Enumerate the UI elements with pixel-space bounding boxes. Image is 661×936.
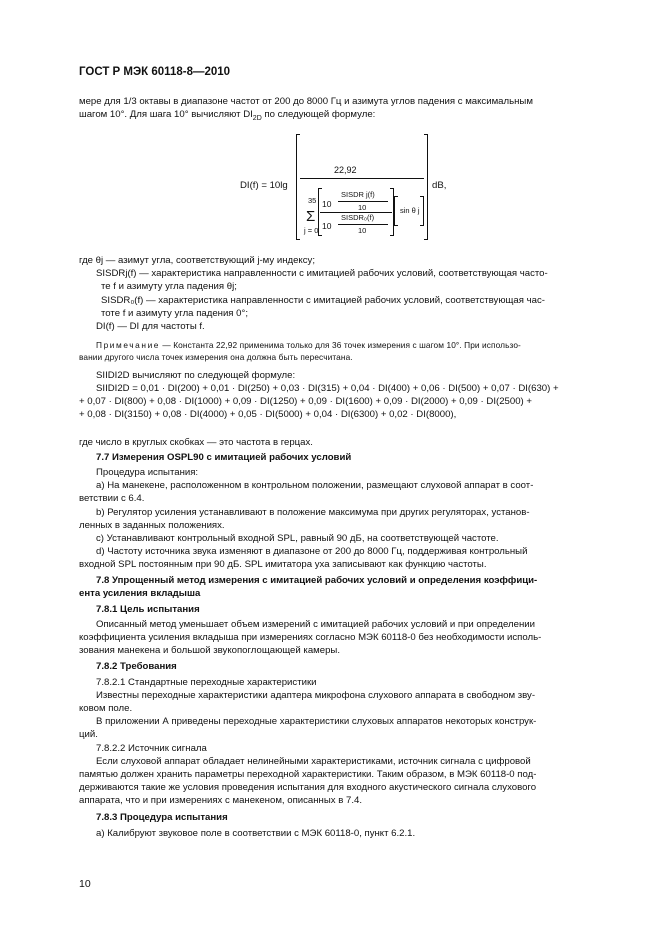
section-7-7-title: 7.7 Измерения OSPL90 с имитацией рабочих условий xyxy=(96,452,352,463)
sum-bottom: j = 0 xyxy=(304,226,319,235)
sisdr-j: SISDR j(f) xyxy=(341,190,375,199)
s78-p3-1: В приложении А приведены переходные характеристики слуховых аппаратов некоторых конструк- xyxy=(96,716,537,727)
where-sisdrj-2: те f и азимуту угла падения θj; xyxy=(101,281,237,292)
sidi-line-2: + 0,07 · DI(800) + 0,08 · DI(1000) + 0,09 · DI(1250) + 0,09 · DI(1600) + 0,09 · DI(2000) + 0,09 · DI(2500) + xyxy=(79,396,533,407)
ten-a: 10 xyxy=(322,199,332,209)
note-line-2: вании другого числа точек измерения она должна быть пересчитана. xyxy=(79,352,353,362)
s78-p2-1: Известны переходные характеристики адаптера микрофона слухового аппарата в свободном зву- xyxy=(96,690,536,701)
intro-sub: 2D xyxy=(252,114,262,122)
s77-d2: входной SPL постоянным при 90 дБ. SPL имитатора уха записывают как функцию частоты. xyxy=(79,559,487,570)
intro-line-2 xyxy=(79,109,375,121)
s77-proc: Процедура испытания: xyxy=(96,467,199,478)
s77-a2: ветствии с 6.4. xyxy=(79,493,145,504)
abs-bar-left xyxy=(394,196,398,226)
sidi-line-1: SIIDI2D = 0,01 · DI(200) + 0,01 · DI(250) + 0,03 · DI(315) + 0,04 · DI(400) + 0,06 · DI(500) + 0,07 · DI(630) + xyxy=(96,383,559,394)
page-header: ГОСТ Р МЭК 60118-8—2010 xyxy=(79,66,231,78)
sidi-line-4: где число в круглых скобках — это частота в герцах. xyxy=(79,437,313,448)
s78-p4-4: аппарата, что и при измерениях с манекеном, описанных в 7.4. xyxy=(79,795,362,806)
s77-b2: ленных в заданных положениях. xyxy=(79,520,225,531)
formula-lhs: DI(f) = 10lg xyxy=(240,180,288,191)
ten-b: 10 xyxy=(322,221,332,231)
exp-line-b xyxy=(338,224,388,225)
s78-p1-1: Описанный метод уменьшает объем измерений с имитацией рабочих условий и при определении xyxy=(96,619,535,630)
note-label: Примечание xyxy=(96,340,161,350)
outer-bracket-right xyxy=(424,134,428,240)
where-sisdr0-2: тоте f и азимуту угла падения 0°; xyxy=(101,308,249,319)
section-7-8-1-title: 7.8.1 Цель испытания xyxy=(96,604,200,615)
sum-sign: Σ xyxy=(306,208,316,225)
formula-numerator: 22,92 xyxy=(334,165,357,175)
s78-p4-1: Если слуховой аппарат обладает нелинейными характеристиками, источник сигнала с цифровой xyxy=(96,756,531,767)
di-formula xyxy=(240,130,480,242)
note-text-1: — Константа 22,92 применима только для 36 точек измерения с шагом 10°. При использо- xyxy=(160,340,521,350)
ten-b-den: 10 xyxy=(358,226,367,235)
s77-a1: a) На манекене, расположенном в контрольном положении, размещают слуховой аппарат в соот- xyxy=(96,480,534,491)
where-sisdr0-1: SISDR₀(f) — характеристика направленности с имитацией рабочих условий, соответствующая час- xyxy=(101,295,545,306)
sidi-line-3: + 0,08 · DI(3150) + 0,08 · DI(4000) + 0,05 · DI(5000) + 0,04 · DI(6300) + 0,02 · DI(8000), xyxy=(79,409,457,420)
s78-p1-3: зования манекена и большой звукопоглощающей камеры. xyxy=(79,645,340,656)
s78-p3-2: ций. xyxy=(79,729,98,740)
s78-p4-2: памятью должен хранить параметры переходной характеристики. Таким образом, в МЭК 60118-0 под- xyxy=(79,769,537,780)
ten-a-den: 10 xyxy=(358,203,367,212)
exp-line-a xyxy=(338,201,388,202)
sidi-intro: SIIDI2D вычисляют по следующей формуле: xyxy=(96,370,296,381)
section-7-8-2-2-title: 7.8.2.2 Источник сигнала xyxy=(96,743,207,754)
s78-p2-2: ковом поле. xyxy=(79,703,133,714)
outer-bracket-left xyxy=(296,134,300,240)
s77-d1: d) Частоту источника звука изменяют в диапазоне от 200 до 8000 Гц, поддерживая контрольный xyxy=(96,546,528,557)
s77-b1: b) Регулятор усиления устанавливают в положение максимума при других регуляторах, установ- xyxy=(96,507,530,518)
s78-p1-2: коэффициента усиления вкладыша при измерениях согласно МЭК 60118-0 без необходимости исполь- xyxy=(79,632,542,643)
intro-line-2a: шагом 10°. Для шага 10° вычисляют DI xyxy=(79,109,253,120)
intro-line-2b: по следующей формуле: xyxy=(261,109,376,120)
section-7-8-3-title: 7.8.3 Процедура испытания xyxy=(96,812,228,823)
section-7-8-2-title: 7.8.2 Требования xyxy=(96,661,177,672)
sin-term: sin θ j xyxy=(400,206,420,215)
page-number: 10 xyxy=(79,878,91,890)
section-7-8-2-1-title: 7.8.2.1 Стандартные переходные характеристики xyxy=(96,677,317,688)
sisdr-0: SISDR₀(f) xyxy=(341,213,375,222)
section-7-8-title-1: 7.8 Упрощенный метод измерения с имитацией рабочих условий и определения коэффици- xyxy=(96,575,538,586)
formula-fraction-line xyxy=(300,178,424,179)
abs-bar-right xyxy=(420,196,424,226)
s78-p5-1: a) Калибруют звуковое поле в соответствии с МЭК 60118-0, пункт 6.2.1. xyxy=(96,828,416,839)
sum-top: 35 xyxy=(308,196,317,205)
s78-p4-3: держиваются такие же условия проведения испытания для входного акустического сигнала слухового xyxy=(79,782,537,793)
where-di: DI(f) — DI для частоты f. xyxy=(96,321,205,332)
section-7-8-title-2: ента усиления вкладыша xyxy=(79,588,201,599)
formula-unit: dB, xyxy=(432,180,447,191)
s77-c1: c) Устанавливают контрольный входной SPL, равный 90 дБ, на соответствующей частоте. xyxy=(96,533,499,544)
intro-line-1: мере для 1/3 октавы в диапазоне частот от 200 до 8000 Гц и азимута углов падения с максимальным xyxy=(79,96,533,107)
where-sisdrj-1: SISDRj(f) — характеристика направленности с имитацией рабочих условий, соответствующая часто- xyxy=(96,268,548,279)
where-theta: где θj — азимут угла, соответствующий j-му индексу; xyxy=(79,255,315,266)
note-line-1 xyxy=(96,339,521,351)
